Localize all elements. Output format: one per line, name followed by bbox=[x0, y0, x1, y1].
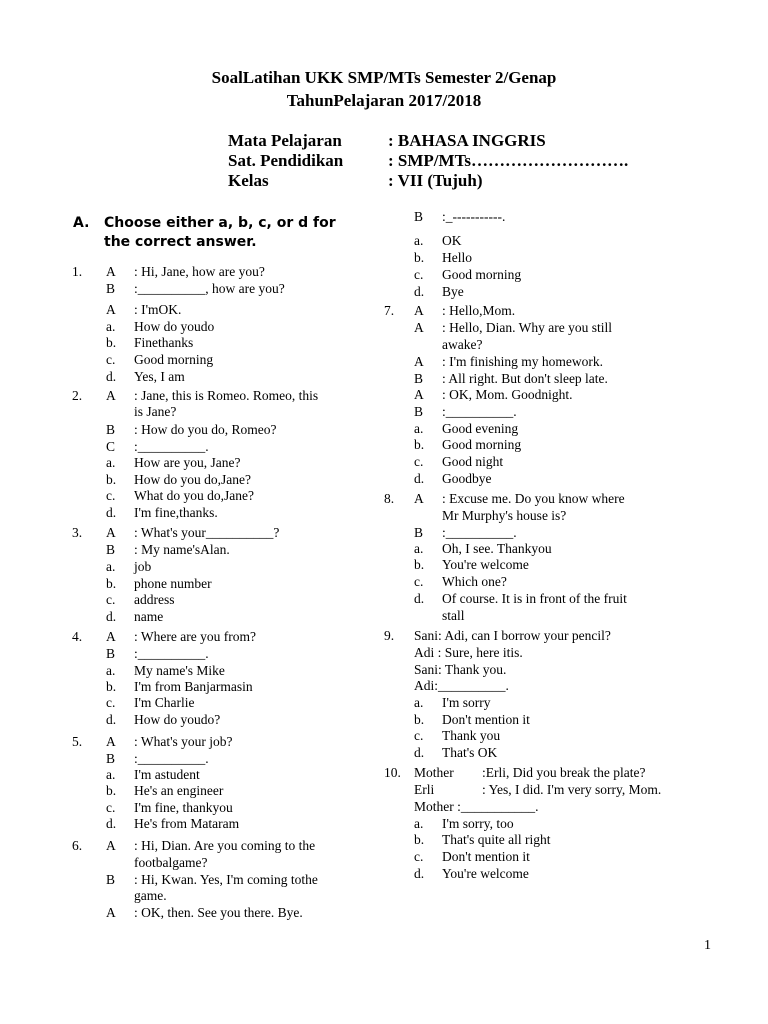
question-line bbox=[72, 645, 372, 662]
question-number: 7. bbox=[384, 303, 395, 318]
question-line bbox=[72, 263, 372, 280]
speaker-or-option-key: B bbox=[106, 422, 116, 437]
line-text: I'm from Banjarmasin bbox=[134, 679, 253, 694]
question-line bbox=[72, 711, 372, 728]
line-text: Don't mention it bbox=[442, 849, 530, 864]
speaker-or-option-key: b. bbox=[414, 557, 425, 572]
speaker-or-option-key: d. bbox=[414, 591, 425, 606]
line-text: phone number bbox=[134, 576, 212, 591]
dialogue-line bbox=[414, 781, 734, 798]
question-line bbox=[72, 678, 372, 695]
question-number: 1. bbox=[72, 264, 83, 279]
question-line bbox=[384, 694, 724, 711]
speaker-name: Mother :___________. bbox=[414, 799, 539, 814]
question-line bbox=[72, 608, 372, 625]
speaker-or-option-key: B bbox=[106, 542, 116, 557]
line-text: address bbox=[134, 592, 175, 607]
speaker-or-option-key: d. bbox=[106, 369, 117, 384]
speaker-or-option-key: a. bbox=[414, 421, 424, 436]
question-line bbox=[72, 318, 372, 335]
question-line bbox=[384, 453, 724, 470]
line-text: Good morning bbox=[442, 437, 522, 452]
line-text: That's OK bbox=[442, 745, 498, 760]
line-text: Bye bbox=[442, 284, 464, 299]
line-text: I'm sorry bbox=[442, 695, 491, 710]
line-text: : All right. But don't sleep late. bbox=[442, 371, 608, 386]
question-number: 4. bbox=[72, 629, 83, 644]
question-line bbox=[72, 403, 372, 420]
question-line bbox=[72, 351, 372, 368]
speaker-or-option-key: B bbox=[106, 646, 116, 661]
speaker-or-option-key: c. bbox=[106, 488, 116, 503]
speaker-or-option-key: b. bbox=[106, 335, 117, 350]
line-text: :__________. bbox=[134, 646, 209, 661]
speaker-or-option-key: d. bbox=[414, 866, 425, 881]
question-line bbox=[384, 302, 724, 319]
dialogue-line: Adi:__________. bbox=[414, 678, 509, 693]
speaker-or-option-key: C bbox=[106, 439, 116, 454]
question-line bbox=[384, 470, 724, 487]
speaker-or-option-key: B bbox=[414, 525, 424, 540]
speaker-or-option-key: a. bbox=[414, 695, 424, 710]
line-text: : What's your__________? bbox=[134, 525, 280, 540]
question-line bbox=[384, 336, 724, 353]
line-text: I'm fine,thanks. bbox=[134, 505, 218, 520]
question-line bbox=[72, 421, 372, 438]
line-text: Good night bbox=[442, 454, 504, 469]
left-question-column bbox=[72, 0, 372, 1024]
question-line bbox=[384, 865, 724, 882]
question-line bbox=[384, 540, 724, 557]
speaker-or-option-key: b. bbox=[106, 472, 117, 487]
line-text: I'm sorry, too bbox=[442, 816, 514, 831]
line-text: I'm fine, thankyou bbox=[134, 800, 233, 815]
speaker-or-option-key: b. bbox=[106, 679, 117, 694]
speaker-or-option-key: a. bbox=[414, 233, 424, 248]
line-text: What do you do,Jane? bbox=[134, 488, 254, 503]
line-text: :Erli, Did you break the plate? bbox=[482, 765, 646, 780]
speaker-or-option-key: A bbox=[106, 525, 116, 540]
question-line bbox=[384, 266, 724, 283]
speaker-or-option-key: b. bbox=[414, 250, 425, 265]
speaker-or-option-key: A bbox=[414, 354, 424, 369]
speaker-or-option-key: c. bbox=[106, 352, 116, 367]
speaker-or-option-key: A bbox=[414, 491, 424, 506]
question-line bbox=[72, 887, 372, 904]
line-text: :__________. bbox=[134, 751, 209, 766]
speaker-or-option-key: A bbox=[106, 302, 116, 317]
question-line bbox=[72, 368, 372, 385]
speaker-or-option-key: c. bbox=[414, 267, 424, 282]
dialogue-line: Sani: Adi, can I borrow your pencil? bbox=[414, 628, 611, 643]
question-line bbox=[384, 556, 724, 573]
question-line bbox=[72, 487, 372, 504]
section-letter: A. bbox=[73, 215, 90, 231]
speaker-or-option-key: d. bbox=[106, 505, 117, 520]
line-text: : Jane, this is Romeo. Romeo, this bbox=[134, 388, 319, 403]
line-text: : OK, then. See you there. Bye. bbox=[134, 905, 303, 920]
question-line bbox=[72, 662, 372, 679]
line-text: : I'm finishing my homework. bbox=[442, 354, 604, 369]
meta-label-level: Sat. Pendidikan bbox=[228, 151, 344, 170]
line-text: That's quite all right bbox=[442, 832, 551, 847]
speaker-or-option-key: a. bbox=[106, 559, 116, 574]
question-line bbox=[72, 782, 372, 799]
right-question-column bbox=[384, 0, 724, 1024]
question-line bbox=[72, 854, 372, 871]
line-text: Which one? bbox=[442, 574, 507, 589]
question-line bbox=[384, 319, 724, 336]
line-text: footbalgame? bbox=[134, 855, 208, 870]
speaker-or-option-key: A bbox=[414, 320, 424, 335]
question-number: 9. bbox=[384, 628, 395, 643]
speaker-or-option-key: a. bbox=[106, 319, 116, 334]
line-text: : How do you do, Romeo? bbox=[134, 422, 277, 437]
line-text: job bbox=[134, 559, 152, 574]
speaker-or-option-key: B bbox=[414, 371, 424, 386]
line-text: : I'mOK. bbox=[134, 302, 182, 317]
question-line bbox=[384, 436, 724, 453]
line-text: How are you, Jane? bbox=[134, 455, 241, 470]
speaker-or-option-key: A bbox=[106, 838, 116, 853]
line-text: : Where are you from? bbox=[134, 629, 256, 644]
question-number: 6. bbox=[72, 838, 83, 853]
question-line bbox=[72, 524, 372, 541]
speaker-or-option-key: B bbox=[106, 281, 116, 296]
line-text: I'm Charlie bbox=[134, 695, 195, 710]
question-line bbox=[384, 744, 724, 761]
question-number: 5. bbox=[72, 734, 83, 749]
question-line bbox=[72, 575, 372, 592]
line-text: stall bbox=[442, 608, 465, 623]
speaker-or-option-key: B bbox=[106, 872, 116, 887]
speaker-or-option-key: d. bbox=[414, 471, 425, 486]
question-line bbox=[72, 438, 372, 455]
speaker-name: Mother bbox=[414, 765, 454, 780]
line-text: : Hi, Dian. Are you coming to the bbox=[134, 838, 316, 853]
speaker-or-option-key: c. bbox=[106, 592, 116, 607]
page-number: 1 bbox=[704, 938, 711, 953]
line-text: : Yes, I did. I'm very sorry, Mom. bbox=[482, 782, 662, 797]
question-line bbox=[384, 283, 724, 300]
line-text: : OK, Mom. Goodnight. bbox=[442, 387, 573, 402]
line-text: : What's your job? bbox=[134, 734, 233, 749]
speaker-or-option-key: A bbox=[106, 905, 116, 920]
question-line bbox=[384, 711, 724, 728]
line-text: Hello bbox=[442, 250, 472, 265]
speaker-or-option-key: c. bbox=[106, 800, 116, 815]
question-line bbox=[384, 815, 724, 832]
speaker-or-option-key: b. bbox=[106, 783, 117, 798]
question-line bbox=[72, 471, 372, 488]
question-line bbox=[384, 727, 724, 744]
question-line bbox=[384, 590, 724, 607]
question-line bbox=[384, 831, 724, 848]
question-line bbox=[72, 799, 372, 816]
question-line bbox=[384, 490, 724, 507]
section-instruction-line-2: the correct answer. bbox=[104, 234, 257, 250]
speaker-or-option-key: b. bbox=[414, 832, 425, 847]
question-line bbox=[72, 766, 372, 783]
meta-value-subject: : BAHASA INGGRIS bbox=[388, 131, 546, 150]
line-text: game. bbox=[134, 888, 167, 903]
speaker-or-option-key: B bbox=[414, 404, 424, 419]
question-number: 8. bbox=[384, 491, 395, 506]
question-line bbox=[72, 454, 372, 471]
speaker-or-option-key: b. bbox=[106, 576, 117, 591]
speaker-or-option-key: A bbox=[106, 734, 116, 749]
title-line-1: SoalLatihan UKK SMP/MTs Semester 2/Genap bbox=[211, 68, 557, 87]
line-text: He's an engineer bbox=[134, 783, 224, 798]
line-text: I'm astudent bbox=[134, 767, 200, 782]
speaker-or-option-key: B bbox=[106, 751, 116, 766]
line-text: He's from Mataram bbox=[134, 816, 240, 831]
question-line bbox=[384, 524, 724, 541]
speaker-or-option-key: c. bbox=[414, 454, 424, 469]
speaker-or-option-key: A bbox=[106, 629, 116, 644]
speaker-or-option-key: a. bbox=[414, 541, 424, 556]
speaker-or-option-key: A bbox=[106, 264, 116, 279]
line-text: Finethanks bbox=[134, 335, 194, 350]
speaker-or-option-key: c. bbox=[414, 574, 424, 589]
line-text: Of course. It is in front of the fruit bbox=[442, 591, 627, 606]
question-line bbox=[72, 591, 372, 608]
question-line bbox=[72, 628, 372, 645]
question-line bbox=[384, 607, 724, 624]
question-number: 2. bbox=[72, 388, 83, 403]
question-line bbox=[72, 871, 372, 888]
line-text: :__________. bbox=[442, 404, 517, 419]
speaker-or-option-key: c. bbox=[106, 695, 116, 710]
meta-value-level: : SMP/MTs………………………. bbox=[388, 151, 629, 170]
question-line bbox=[72, 334, 372, 351]
line-text: : Hi, Kwan. Yes, I'm coming tothe bbox=[134, 872, 318, 887]
speaker-or-option-key: a. bbox=[106, 767, 116, 782]
speaker-or-option-key: b. bbox=[414, 712, 425, 727]
dialogue-line: Sani: Thank you. bbox=[414, 662, 507, 677]
section-instruction-line-1: Choose either a, b, c, or d for bbox=[104, 215, 336, 231]
line-text: :__________. bbox=[442, 525, 517, 540]
question-line bbox=[384, 507, 724, 524]
line-text: Good evening bbox=[442, 421, 519, 436]
line-text: Goodbye bbox=[442, 471, 492, 486]
line-text: is Jane? bbox=[134, 404, 177, 419]
question-line bbox=[384, 208, 724, 225]
question-line bbox=[384, 403, 724, 420]
speaker-or-option-key: B bbox=[414, 209, 424, 224]
line-text: You're welcome bbox=[442, 866, 529, 881]
line-text: : Excuse me. Do you know where bbox=[442, 491, 625, 506]
question-number: 10. bbox=[384, 765, 401, 780]
meta-value-class: : VII (Tujuh) bbox=[388, 171, 483, 190]
speaker-or-option-key: a. bbox=[106, 663, 116, 678]
question-line bbox=[72, 694, 372, 711]
speaker-or-option-key: d. bbox=[106, 712, 117, 727]
speaker-or-option-key: d. bbox=[106, 609, 117, 624]
line-text: How do youdo bbox=[134, 319, 215, 334]
question-line bbox=[384, 573, 724, 590]
line-text: name bbox=[134, 609, 164, 624]
question-number: 3. bbox=[72, 525, 83, 540]
question-line bbox=[72, 750, 372, 767]
question-line bbox=[72, 904, 372, 921]
line-text: : Hello,Mom. bbox=[442, 303, 516, 318]
title-line-2: TahunPelajaran 2017/2018 bbox=[286, 91, 482, 110]
question-line bbox=[72, 815, 372, 832]
question-line bbox=[72, 837, 372, 854]
question-line bbox=[384, 353, 724, 370]
line-text: Good morning bbox=[442, 267, 522, 282]
line-text: : Hi, Jane, how are you? bbox=[134, 264, 265, 279]
line-text: Oh, I see. Thankyou bbox=[442, 541, 552, 556]
speaker-name: Erli bbox=[414, 782, 435, 797]
line-text: My name's Mike bbox=[134, 663, 225, 678]
question-line bbox=[72, 504, 372, 521]
speaker-or-option-key: a. bbox=[414, 816, 424, 831]
line-text: OK bbox=[442, 233, 462, 248]
speaker-or-option-key: A bbox=[414, 387, 424, 402]
line-text: awake? bbox=[442, 337, 483, 352]
speaker-or-option-key: d. bbox=[414, 745, 425, 760]
dialogue-line bbox=[414, 764, 734, 781]
question-line bbox=[72, 541, 372, 558]
line-text: How do you do,Jane? bbox=[134, 472, 251, 487]
question-line bbox=[384, 420, 724, 437]
line-text: :__________, how are you? bbox=[134, 281, 285, 296]
question-line bbox=[384, 848, 724, 865]
speaker-or-option-key: b. bbox=[414, 437, 425, 452]
dialogue-line: Adi : Sure, here itis. bbox=[414, 645, 523, 660]
meta-label-class: Kelas bbox=[228, 171, 269, 190]
line-text: : My name'sAlan. bbox=[134, 542, 230, 557]
question-line bbox=[72, 280, 372, 297]
speaker-or-option-key: A bbox=[106, 388, 116, 403]
question-line bbox=[384, 386, 724, 403]
line-text: Don't mention it bbox=[442, 712, 530, 727]
speaker-or-option-key: d. bbox=[414, 284, 425, 299]
speaker-or-option-key: c. bbox=[414, 849, 424, 864]
line-text: :__________. bbox=[134, 439, 209, 454]
line-text: Thank you bbox=[442, 728, 501, 743]
line-text: : Hello, Dian. Why are you still bbox=[442, 320, 612, 335]
speaker-or-option-key: a. bbox=[106, 455, 116, 470]
line-text: How do youdo? bbox=[134, 712, 221, 727]
speaker-or-option-key: d. bbox=[106, 816, 117, 831]
question-line bbox=[72, 387, 372, 404]
line-text: Mr Murphy's house is? bbox=[442, 508, 567, 523]
question-line bbox=[384, 370, 724, 387]
question-line bbox=[72, 558, 372, 575]
question-line bbox=[72, 301, 372, 318]
speaker-or-option-key: A bbox=[414, 303, 424, 318]
meta-label-subject: Mata Pelajaran bbox=[228, 131, 342, 150]
line-text: :_-----------. bbox=[442, 209, 506, 224]
speaker-or-option-key: c. bbox=[414, 728, 424, 743]
line-text: Good morning bbox=[134, 352, 214, 367]
dialogue-line bbox=[414, 798, 734, 815]
line-text: Yes, I am bbox=[134, 369, 185, 384]
line-text: You're welcome bbox=[442, 557, 529, 572]
question-line bbox=[72, 733, 372, 750]
question-line bbox=[384, 249, 724, 266]
question-line bbox=[384, 232, 724, 249]
